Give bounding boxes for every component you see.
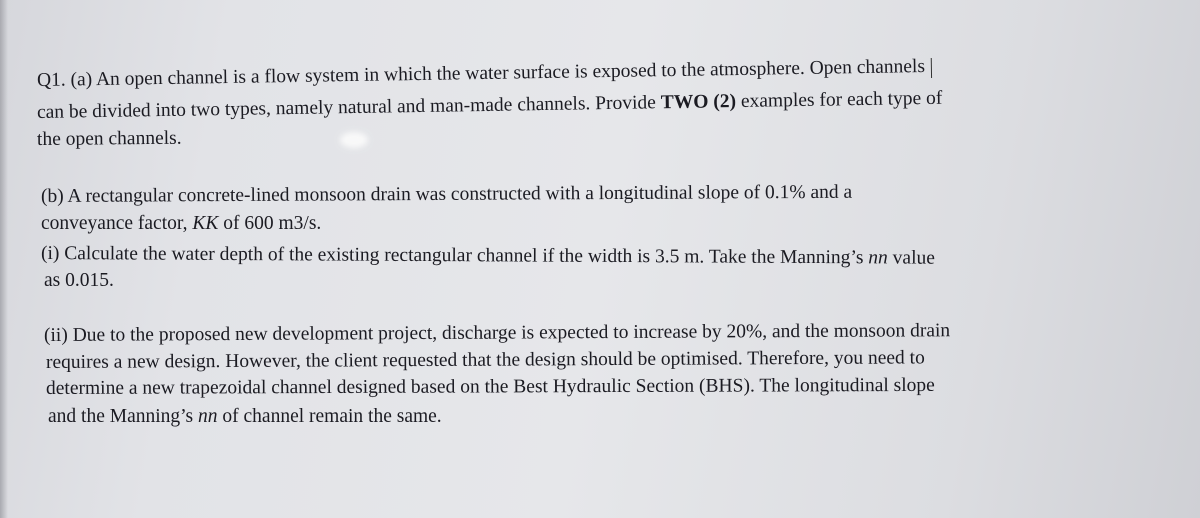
- part-b-line-2: [41, 213, 321, 235]
- light-glare: [340, 132, 368, 148]
- part-c-line-2: [46, 347, 925, 374]
- part-b-line-1: [41, 182, 852, 208]
- part-a-line-2: [37, 88, 943, 124]
- part-a-line-3: [37, 128, 182, 151]
- text-cursor: [931, 57, 932, 77]
- part-a-emphasis: TWO (2): [660, 91, 737, 114]
- part-b-line-4: [44, 270, 114, 292]
- part-c-text-1: (ii) Due to the proposed new development project, discharge is expected to increase by 20%, and the monsoon drain: [43, 320, 951, 346]
- part-a-text-2-post: examples for each type of: [735, 87, 943, 113]
- part-b-text-4: as 0.015.: [44, 270, 114, 291]
- part-c-line-3: [46, 375, 935, 400]
- manning-symbol-2: nn: [198, 406, 218, 427]
- part-a-text-1: Q1. (a) An open channel is a flow system in which the water surface is exposed to the atmosphere. Open channels: [36, 56, 926, 91]
- part-b-text-3-pre: (i) Calculate the water depth of the existing rectangular channel if the width is 3.5 m. Take the Manning’s: [40, 243, 869, 269]
- part-b-line-3: [41, 243, 935, 270]
- part-b-text-2-post: of 600 m3/s.: [218, 213, 322, 234]
- part-c-text-2: requires a new design. However, the client requested that the design should be optimised. Therefore, you need to: [45, 347, 925, 373]
- part-a-text-2-pre: can be divided into two types, namely natural and man-made channels. Provide: [36, 92, 661, 123]
- part-a-line-1: [37, 56, 932, 92]
- part-c-text-3: determine a new trapezoidal channel designed based on the Best Hydraulic Section (BHS). The longitudinal slope: [45, 374, 935, 399]
- part-b-text-2-pre: conveyance factor,: [41, 213, 193, 234]
- part-a-text-3: the open channels.: [36, 127, 182, 150]
- manning-symbol: nn: [868, 247, 888, 269]
- part-c-line-1: [44, 320, 950, 347]
- part-c-line-4: [48, 406, 442, 428]
- conveyance-symbol: KK: [192, 213, 219, 234]
- part-b-text-1: (b) A rectangular concrete-lined monsoon drain was constructed with a longitudinal slope of 0.1% and a: [40, 181, 853, 207]
- part-c-text-4-pre: and the Manning’s: [48, 406, 199, 427]
- part-b-text-3-post: value: [887, 247, 935, 269]
- photo-edge: [0, 0, 8, 518]
- part-c-text-4-post: of channel remain the same.: [217, 406, 442, 427]
